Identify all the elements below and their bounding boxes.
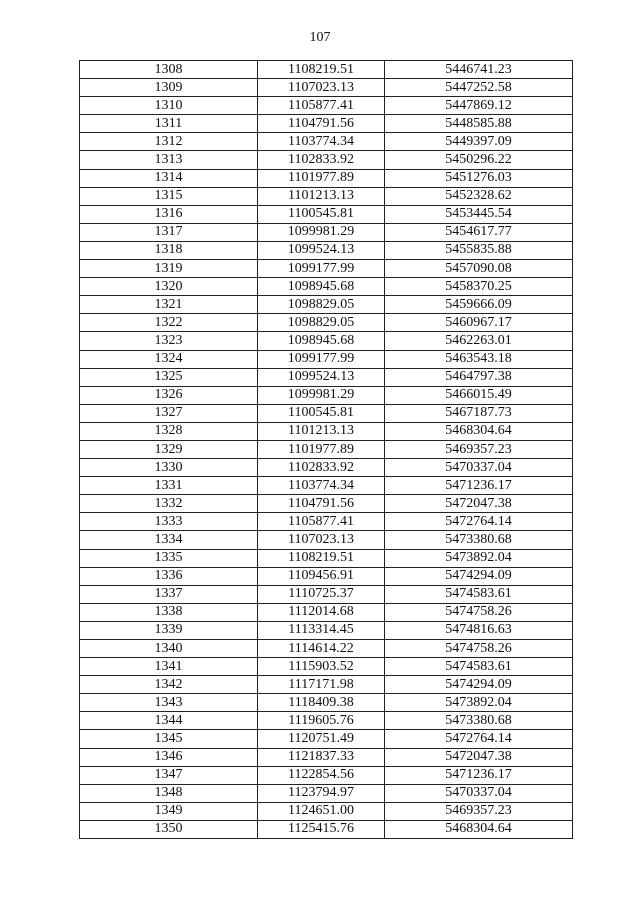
x-coordinate-cell: 1122854.56 [258, 766, 385, 784]
x-coordinate-cell: 1104791.56 [258, 115, 385, 133]
y-coordinate-cell: 5472047.38 [385, 748, 573, 766]
y-coordinate-cell: 5447869.12 [385, 97, 573, 115]
x-coordinate-cell: 1123794.97 [258, 784, 385, 802]
point-number-cell: 1321 [80, 296, 258, 314]
point-number-cell: 1343 [80, 694, 258, 712]
table-row [80, 676, 573, 694]
point-number-cell: 1319 [80, 260, 258, 278]
point-number-cell: 1325 [80, 368, 258, 386]
x-coordinate-cell: 1099177.99 [258, 260, 385, 278]
x-coordinate-cell: 1121837.33 [258, 748, 385, 766]
x-coordinate-cell: 1110725.37 [258, 585, 385, 603]
x-coordinate-cell: 1107023.13 [258, 79, 385, 97]
table-row [80, 61, 573, 79]
y-coordinate-cell: 5471236.17 [385, 766, 573, 784]
point-number-cell: 1330 [80, 459, 258, 477]
x-coordinate-cell: 1108219.51 [258, 61, 385, 79]
x-coordinate-cell: 1118409.38 [258, 694, 385, 712]
x-coordinate-cell: 1098945.68 [258, 278, 385, 296]
x-coordinate-cell: 1124651.00 [258, 802, 385, 820]
y-coordinate-cell: 5469357.23 [385, 440, 573, 458]
table-row [80, 332, 573, 350]
table-row [80, 603, 573, 621]
x-coordinate-cell: 1114614.22 [258, 640, 385, 658]
table-row [80, 567, 573, 585]
point-number-cell: 1336 [80, 567, 258, 585]
coordinates-table-body [80, 61, 573, 839]
coordinates-table [79, 60, 573, 839]
y-coordinate-cell: 5472047.38 [385, 495, 573, 513]
table-row [80, 205, 573, 223]
point-number-cell: 1339 [80, 621, 258, 639]
y-coordinate-cell: 5473892.04 [385, 694, 573, 712]
table-row [80, 260, 573, 278]
point-number-cell: 1318 [80, 241, 258, 259]
x-coordinate-cell: 1099524.13 [258, 241, 385, 259]
x-coordinate-cell: 1108219.51 [258, 549, 385, 567]
table-row [80, 694, 573, 712]
x-coordinate-cell: 1098829.05 [258, 314, 385, 332]
x-coordinate-cell: 1098945.68 [258, 332, 385, 350]
point-number-cell: 1324 [80, 350, 258, 368]
y-coordinate-cell: 5474583.61 [385, 585, 573, 603]
table-row [80, 278, 573, 296]
point-number-cell: 1326 [80, 386, 258, 404]
y-coordinate-cell: 5455835.88 [385, 241, 573, 259]
y-coordinate-cell: 5453445.54 [385, 205, 573, 223]
point-number-cell: 1329 [80, 440, 258, 458]
point-number-cell: 1344 [80, 712, 258, 730]
table-row [80, 712, 573, 730]
table-row [80, 368, 573, 386]
y-coordinate-cell: 5449397.09 [385, 133, 573, 151]
y-coordinate-cell: 5451276.03 [385, 169, 573, 187]
point-number-cell: 1349 [80, 802, 258, 820]
y-coordinate-cell: 5463543.18 [385, 350, 573, 368]
table-row [80, 133, 573, 151]
table-row [80, 440, 573, 458]
point-number-cell: 1348 [80, 784, 258, 802]
y-coordinate-cell: 5448585.88 [385, 115, 573, 133]
point-number-cell: 1345 [80, 730, 258, 748]
table-row [80, 350, 573, 368]
point-number-cell: 1323 [80, 332, 258, 350]
point-number-cell: 1327 [80, 404, 258, 422]
y-coordinate-cell: 5468304.64 [385, 820, 573, 838]
point-number-cell: 1312 [80, 133, 258, 151]
x-coordinate-cell: 1101977.89 [258, 440, 385, 458]
point-number-cell: 1342 [80, 676, 258, 694]
table-row [80, 585, 573, 603]
x-coordinate-cell: 1099981.29 [258, 386, 385, 404]
x-coordinate-cell: 1100545.81 [258, 205, 385, 223]
x-coordinate-cell: 1125415.76 [258, 820, 385, 838]
table-row [80, 296, 573, 314]
point-number-cell: 1328 [80, 422, 258, 440]
table-row [80, 241, 573, 259]
table-row [80, 459, 573, 477]
x-coordinate-cell: 1099177.99 [258, 350, 385, 368]
y-coordinate-cell: 5452328.62 [385, 187, 573, 205]
point-number-cell: 1347 [80, 766, 258, 784]
point-number-cell: 1309 [80, 79, 258, 97]
point-number-cell: 1331 [80, 477, 258, 495]
point-number-cell: 1315 [80, 187, 258, 205]
x-coordinate-cell: 1105877.41 [258, 97, 385, 115]
table-row [80, 79, 573, 97]
x-coordinate-cell: 1101213.13 [258, 422, 385, 440]
table-row [80, 802, 573, 820]
y-coordinate-cell: 5474583.61 [385, 658, 573, 676]
table-row [80, 531, 573, 549]
x-coordinate-cell: 1099981.29 [258, 223, 385, 241]
x-coordinate-cell: 1112014.68 [258, 603, 385, 621]
x-coordinate-cell: 1120751.49 [258, 730, 385, 748]
point-number-cell: 1332 [80, 495, 258, 513]
table-row [80, 640, 573, 658]
x-coordinate-cell: 1102833.92 [258, 151, 385, 169]
point-number-cell: 1314 [80, 169, 258, 187]
y-coordinate-cell: 5460967.17 [385, 314, 573, 332]
x-coordinate-cell: 1119605.76 [258, 712, 385, 730]
x-coordinate-cell: 1103774.34 [258, 477, 385, 495]
x-coordinate-cell: 1098829.05 [258, 296, 385, 314]
y-coordinate-cell: 5468304.64 [385, 422, 573, 440]
y-coordinate-cell: 5464797.38 [385, 368, 573, 386]
point-number-cell: 1320 [80, 278, 258, 296]
point-number-cell: 1334 [80, 531, 258, 549]
point-number-cell: 1346 [80, 748, 258, 766]
point-number-cell: 1313 [80, 151, 258, 169]
y-coordinate-cell: 5473380.68 [385, 531, 573, 549]
x-coordinate-cell: 1115903.52 [258, 658, 385, 676]
y-coordinate-cell: 5454617.77 [385, 223, 573, 241]
y-coordinate-cell: 5474758.26 [385, 603, 573, 621]
point-number-cell: 1337 [80, 585, 258, 603]
point-number-cell: 1341 [80, 658, 258, 676]
y-coordinate-cell: 5474294.09 [385, 567, 573, 585]
table-row [80, 404, 573, 422]
point-number-cell: 1317 [80, 223, 258, 241]
x-coordinate-cell: 1117171.98 [258, 676, 385, 694]
y-coordinate-cell: 5457090.08 [385, 260, 573, 278]
y-coordinate-cell: 5450296.22 [385, 151, 573, 169]
point-number-cell: 1310 [80, 97, 258, 115]
point-number-cell: 1308 [80, 61, 258, 79]
x-coordinate-cell: 1100545.81 [258, 404, 385, 422]
table-row [80, 513, 573, 531]
point-number-cell: 1340 [80, 640, 258, 658]
point-number-cell: 1335 [80, 549, 258, 567]
x-coordinate-cell: 1103774.34 [258, 133, 385, 151]
y-coordinate-cell: 5474758.26 [385, 640, 573, 658]
y-coordinate-cell: 5471236.17 [385, 477, 573, 495]
y-coordinate-cell: 5458370.25 [385, 278, 573, 296]
y-coordinate-cell: 5473892.04 [385, 549, 573, 567]
y-coordinate-cell: 5473380.68 [385, 712, 573, 730]
table-row [80, 169, 573, 187]
point-number-cell: 1316 [80, 205, 258, 223]
table-row [80, 495, 573, 513]
point-number-cell: 1338 [80, 603, 258, 621]
table-row [80, 748, 573, 766]
table-row [80, 477, 573, 495]
y-coordinate-cell: 5470337.04 [385, 784, 573, 802]
table-row [80, 386, 573, 404]
table-row [80, 730, 573, 748]
page-number: 107 [309, 30, 331, 45]
y-coordinate-cell: 5470337.04 [385, 459, 573, 477]
x-coordinate-cell: 1101977.89 [258, 169, 385, 187]
y-coordinate-cell: 5474816.63 [385, 621, 573, 639]
x-coordinate-cell: 1107023.13 [258, 531, 385, 549]
x-coordinate-cell: 1102833.92 [258, 459, 385, 477]
y-coordinate-cell: 5466015.49 [385, 386, 573, 404]
y-coordinate-cell: 5472764.14 [385, 513, 573, 531]
table-row [80, 549, 573, 567]
point-number-cell: 1322 [80, 314, 258, 332]
table-row [80, 151, 573, 169]
table-row [80, 223, 573, 241]
table-row [80, 115, 573, 133]
table-row [80, 621, 573, 639]
y-coordinate-cell: 5467187.73 [385, 404, 573, 422]
y-coordinate-cell: 5472764.14 [385, 730, 573, 748]
table-row [80, 766, 573, 784]
y-coordinate-cell: 5469357.23 [385, 802, 573, 820]
table-row [80, 658, 573, 676]
y-coordinate-cell: 5447252.58 [385, 79, 573, 97]
point-number-cell: 1311 [80, 115, 258, 133]
table-row [80, 314, 573, 332]
table-row [80, 784, 573, 802]
table-row [80, 820, 573, 838]
y-coordinate-cell: 5474294.09 [385, 676, 573, 694]
x-coordinate-cell: 1101213.13 [258, 187, 385, 205]
point-number-cell: 1350 [80, 820, 258, 838]
y-coordinate-cell: 5446741.23 [385, 61, 573, 79]
x-coordinate-cell: 1105877.41 [258, 513, 385, 531]
x-coordinate-cell: 1104791.56 [258, 495, 385, 513]
table-row [80, 187, 573, 205]
point-number-cell: 1333 [80, 513, 258, 531]
table-row [80, 422, 573, 440]
table-row [80, 97, 573, 115]
x-coordinate-cell: 1109456.91 [258, 567, 385, 585]
x-coordinate-cell: 1099524.13 [258, 368, 385, 386]
y-coordinate-cell: 5462263.01 [385, 332, 573, 350]
y-coordinate-cell: 5459666.09 [385, 296, 573, 314]
x-coordinate-cell: 1113314.45 [258, 621, 385, 639]
